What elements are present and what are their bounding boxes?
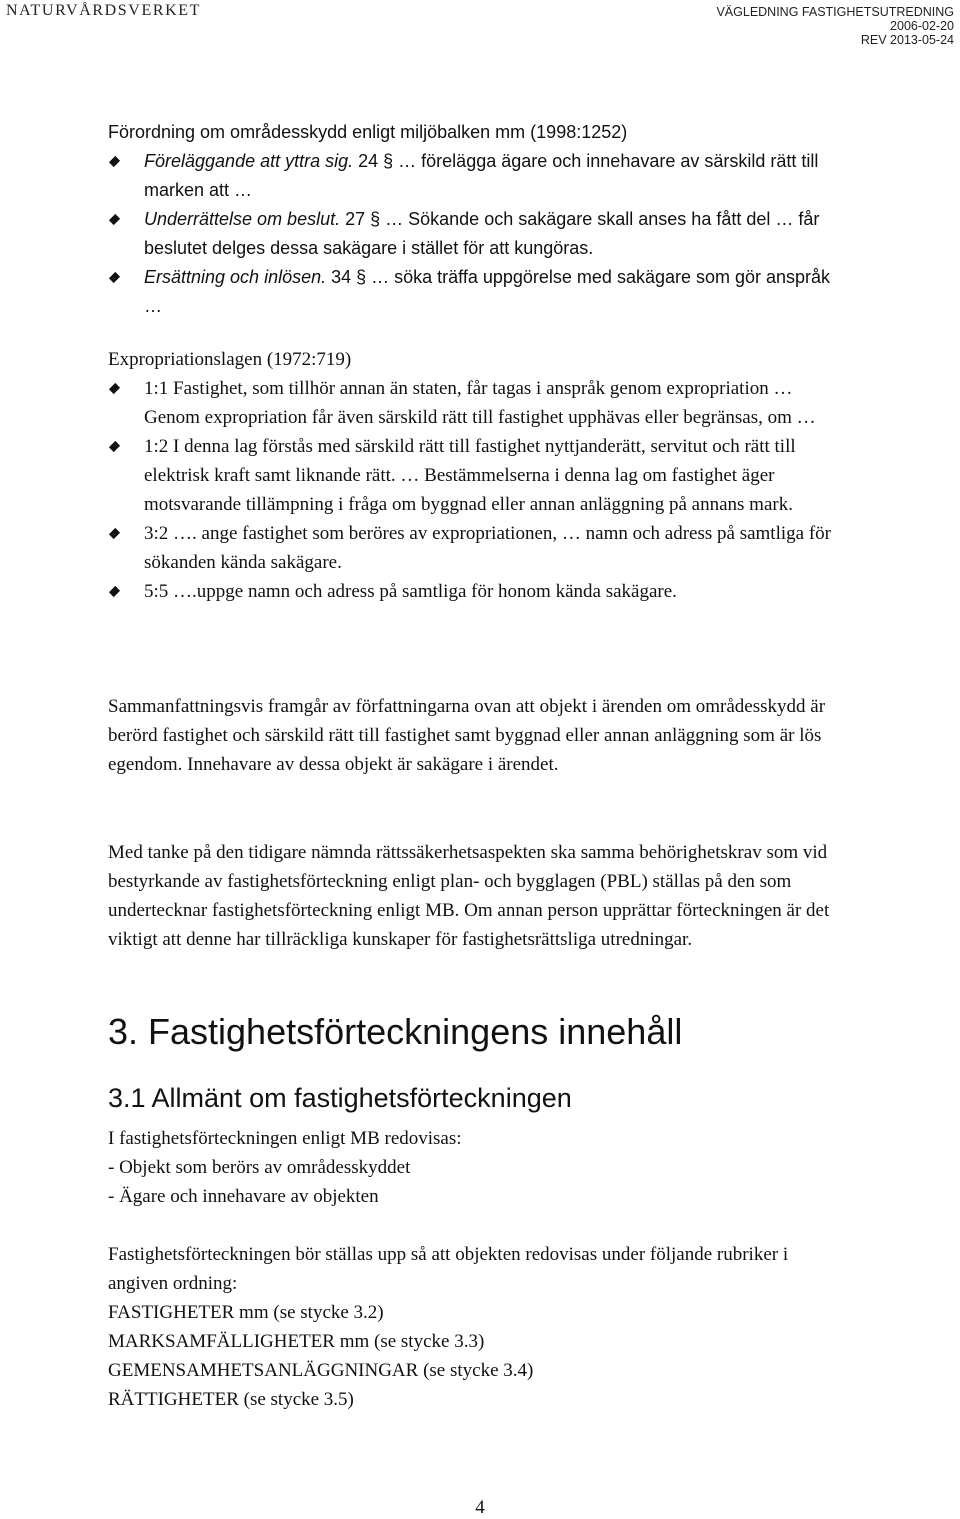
item-lead: Underrättelse om beslut.	[144, 209, 341, 229]
tanke-text: Med tanke på den tidigare nämnda rättssäkerhetsaspekten ska samma behörighetskrav som vid bestyrkande av fastighetsförteckning enligt plan- och bygglagen (PBL) ställas på den som undertecknar fastighetsförteckning enligt MB. Om annan person upprättar förteckningen är det viktigt att denne har tillräckliga kunskaper för fastighetsrättsliga utredningar.	[108, 842, 830, 950]
forordning-list	[108, 147, 850, 321]
list-item	[108, 263, 850, 321]
expropriation-list	[108, 374, 850, 606]
redovisas-section	[108, 1124, 850, 1211]
list-item: MARKSAMFÄLLIGHETER mm (se stycke 3.3)	[108, 1331, 485, 1352]
tanke-paragraph	[108, 838, 850, 954]
diamond-bullet-icon	[109, 214, 120, 225]
list-item	[108, 374, 850, 432]
redovisas-intro: I fastighetsförteckningen enligt MB redovisas:	[108, 1128, 462, 1149]
list-item	[108, 432, 850, 519]
rubriker-intro: Fastighetsförteckningen bör ställas upp så att objekten redovisas under följande rubriker i angiven ordning:	[108, 1244, 789, 1294]
forordning-title: Förordning om områdesskydd enligt miljöbalken mm (1998:1252)	[108, 122, 628, 142]
expropriation-title: Expropriationslagen (1972:719)	[108, 349, 352, 370]
item-text: 5:5 ….uppge namn och adress på samtliga för honom kända sakägare.	[144, 581, 677, 602]
document-header	[716, 5, 954, 47]
item-text: 27 § … Sökande och sakägare skall anses ha fått del … får beslutet delges dessa sakägare i stället för att kungöras.	[144, 209, 820, 258]
list-item: - Objekt som berörs av områdesskyddet	[108, 1157, 411, 1178]
item-lead: Ersättning och inlösen.	[144, 267, 327, 287]
forordning-section	[108, 118, 850, 321]
diamond-bullet-icon	[109, 383, 120, 394]
organization-name: NATURVÅRDSVERKET	[6, 2, 201, 19]
summary-text: Sammanfattningsvis framgår av författningarna ovan att objekt i ärenden om områdesskydd är berörd fastighet och särskild rätt till fastighet samt byggnad eller annan anläggning som är lös egendom. Innehavare av dessa objekt är sakägare i ärendet.	[108, 696, 826, 775]
revision-date: REV 2013-05-24	[860, 33, 954, 47]
document-title: VÄGLEDNING FASTIGHETSUTREDNING	[716, 5, 954, 19]
diamond-bullet-icon	[109, 586, 120, 597]
list-item	[108, 577, 850, 606]
list-item: - Ägare och innehavare av objekten	[108, 1186, 379, 1207]
section-heading-3: 3. Fastighetsförteckningens innehåll	[108, 1011, 683, 1052]
summary-paragraph	[108, 692, 850, 779]
diamond-bullet-icon	[109, 528, 120, 539]
diamond-bullet-icon	[109, 156, 120, 167]
item-text: 3:2 …. ange fastighet som beröres av expropriationen, … namn och adress på samtliga för sökanden kända sakägare.	[144, 523, 831, 573]
list-item: FASTIGHETER mm (se stycke 3.2)	[108, 1302, 384, 1323]
rubriker-section	[108, 1240, 850, 1414]
page-number: 4	[475, 1497, 485, 1518]
list-item	[108, 205, 850, 263]
item-text: 1:1 Fastighet, som tillhör annan än staten, får tagas i anspråk genom expropriation … Genom expropriation får även särskild rätt till fastighet upphävas eller begränsas, om …	[144, 378, 816, 428]
expropriation-section	[108, 345, 850, 606]
list-item: GEMENSAMHETSANLÄGGNINGAR (se stycke 3.4)	[108, 1360, 534, 1381]
list-item: RÄTTIGHETER (se stycke 3.5)	[108, 1389, 354, 1410]
item-text: 1:2 I denna lag förstås med särskild rätt till fastighet nyttjanderätt, servitut och rätt till elektrisk kraft samt liknande rätt. … Bestämmelserna i denna lag om fastighet äger motsvarande tillämpning i fråga om byggnad eller annan anläggning på annans mark.	[144, 436, 796, 515]
diamond-bullet-icon	[109, 272, 120, 283]
subsection-heading-3-1: 3.1 Allmänt om fastighetsförteckningen	[108, 1083, 572, 1113]
diamond-bullet-icon	[109, 441, 120, 452]
item-lead: Föreläggande att yttra sig.	[144, 151, 354, 171]
list-item	[108, 519, 850, 577]
document-date: 2006-02-20	[890, 19, 954, 33]
list-item	[108, 147, 850, 205]
item-text: 24 § … förelägga ägare och innehavare av särskild rätt till marken att …	[144, 151, 819, 200]
item-text: 34 § … söka träffa uppgörelse med sakägare som gör anspråk …	[144, 267, 831, 316]
